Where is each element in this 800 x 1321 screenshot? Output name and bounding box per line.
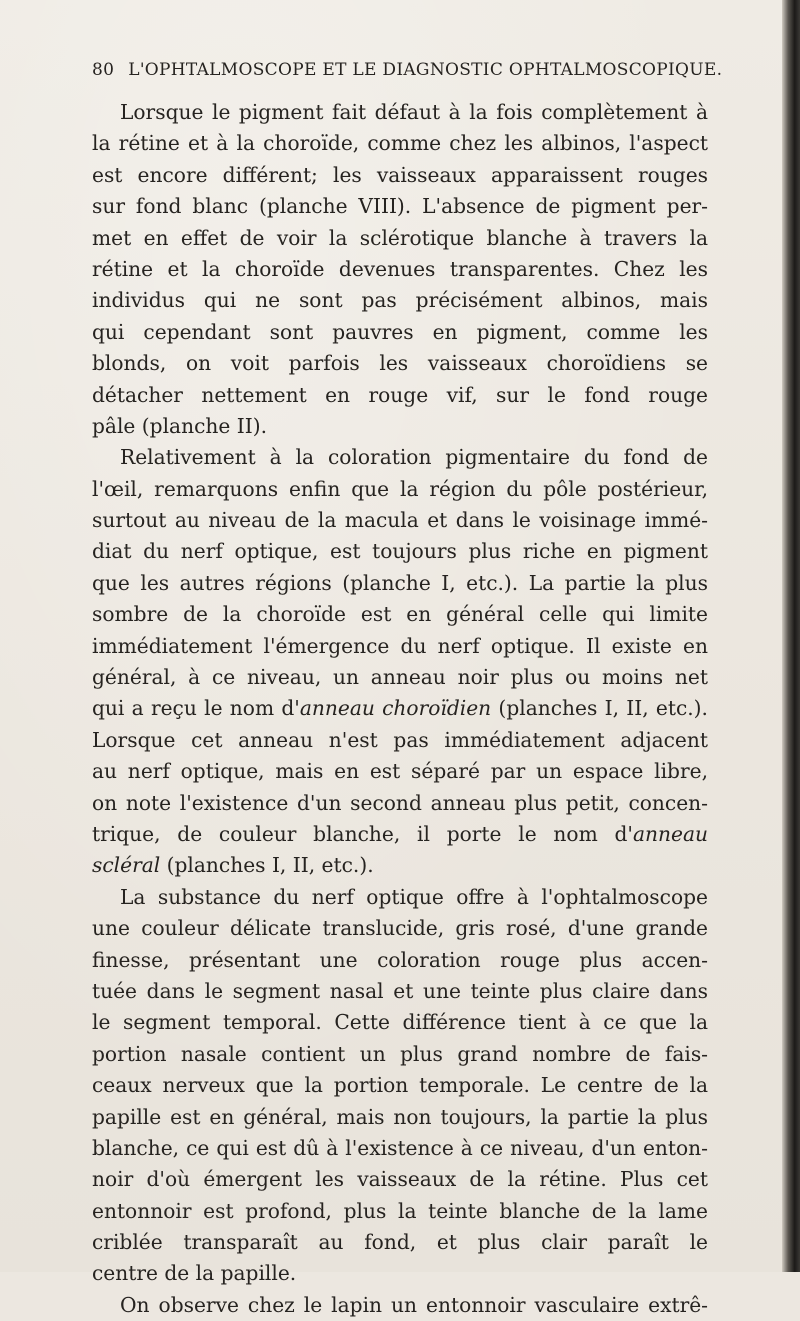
italic-term: anneau [632,821,708,846]
running-title: L'OPHTALMOSCOPE ET LE DIAGNOSTIC OPHTALMOSCOPIQUE. [128,60,723,80]
text-line: blanche, ce qui est dû à l'existence à ce niveau, d'un enton- [92,1135,708,1160]
text-line: immédiatement l'émergence du nerf optique. Il existe en [92,633,708,658]
text-line [92,850,708,881]
text-run: (planches I, II, etc.). [160,853,374,878]
text-line: On observe chez le lapin un entonnoir vasculaire extrê- [120,1292,708,1317]
text-line: qui cependant sont pauvres en pigment, comme les [92,319,708,344]
text-line: papille est en général, mais non toujours, la partie la plus [92,1104,708,1129]
text-line: Lorsque le pigment fait défaut à la fois complètement à [120,100,708,124]
book-spine-edge [782,0,800,1272]
text-line: blonds, on voit parfois les vaisseaux choroïdiens se [92,351,708,376]
text-line: sur fond blanc (planche VIII). L'absence de pigment per- [92,194,708,219]
text-line: criblée transparaît au fond, et plus clair paraît le [92,1230,708,1255]
text-line: surtout au niveau de la macula et dans le voisinage immé- [92,508,708,533]
text-line: sombre de la choroïde est en général celle qui limite [92,602,708,627]
text-line: pâle (planche II). [92,413,267,438]
text-line: on note l'existence d'un second anneau plus petit, concen- [92,790,708,815]
text-line: finesse, présentant une coloration rouge plus accen- [92,947,708,972]
text-line: général, à ce niveau, un anneau noir plus ou moins net [92,665,708,690]
text-line: individus qui ne sont pas précisément albinos, mais [92,288,708,313]
text-line: entonnoir est profond, plus la teinte blanche de la lame [92,1198,708,1223]
text-line: rétine et la choroïde devenues transparentes. Chez les [92,256,708,281]
running-header [92,60,723,80]
text-run: (planches I, II, etc.). [491,696,708,721]
text-line: Lorsque cet anneau n'est pas immédiatement adjacent [92,727,708,752]
text-line: centre de la papille. [92,1261,297,1286]
text-line: portion nasale contient un plus grand nombre de fais- [92,1041,708,1066]
text-line: diat du nerf optique, est toujours plus riche en pigment [92,539,708,564]
text-line: La substance du nerf optique offre à l'ophtalmoscope [120,884,708,909]
text-line: que les autres régions (planche I, etc.). La partie la plus [92,570,708,595]
text-line: noir d'où émergent les vaisseaux de la rétine. Plus cet [92,1167,708,1192]
page-number: 80 [92,60,115,80]
text-line: détacher nettement en rouge vif, sur le fond rouge [92,382,708,407]
text-line [92,693,708,724]
text-run: qui a reçu le nom d' [92,696,300,721]
text-line: l'œil, remarquons enfin que la région du pôle postérieur, [92,476,708,501]
italic-term: scléral [92,853,161,878]
italic-term: anneau choroïdien [299,696,492,721]
text-line: Relativement à la coloration pigmentaire du fond de [120,445,708,470]
text-line [92,819,708,850]
text-line: est encore différent; les vaisseaux apparaissent rouges [92,162,708,187]
text-run: trique, de couleur blanche, il porte le nom d' [92,821,633,846]
text-line: met en effet de voir la sclérotique blanche à travers la [92,225,708,250]
text-line: la rétine et à la choroïde, comme chez les albinos, l'aspect [92,131,708,156]
text-line: le segment temporal. Cette différence tient à ce que la [92,1010,708,1035]
text-line: ceaux nerveux que la portion temporale. Le centre de la [92,1073,708,1098]
body-text [92,97,708,1321]
text-line: tuée dans le segment nasal et une teinte plus claire dans [92,978,708,1003]
text-line: au nerf optique, mais en est séparé par un espace libre, [92,759,708,784]
text-line: une couleur délicate translucide, gris rosé, d'une grande [92,916,708,941]
